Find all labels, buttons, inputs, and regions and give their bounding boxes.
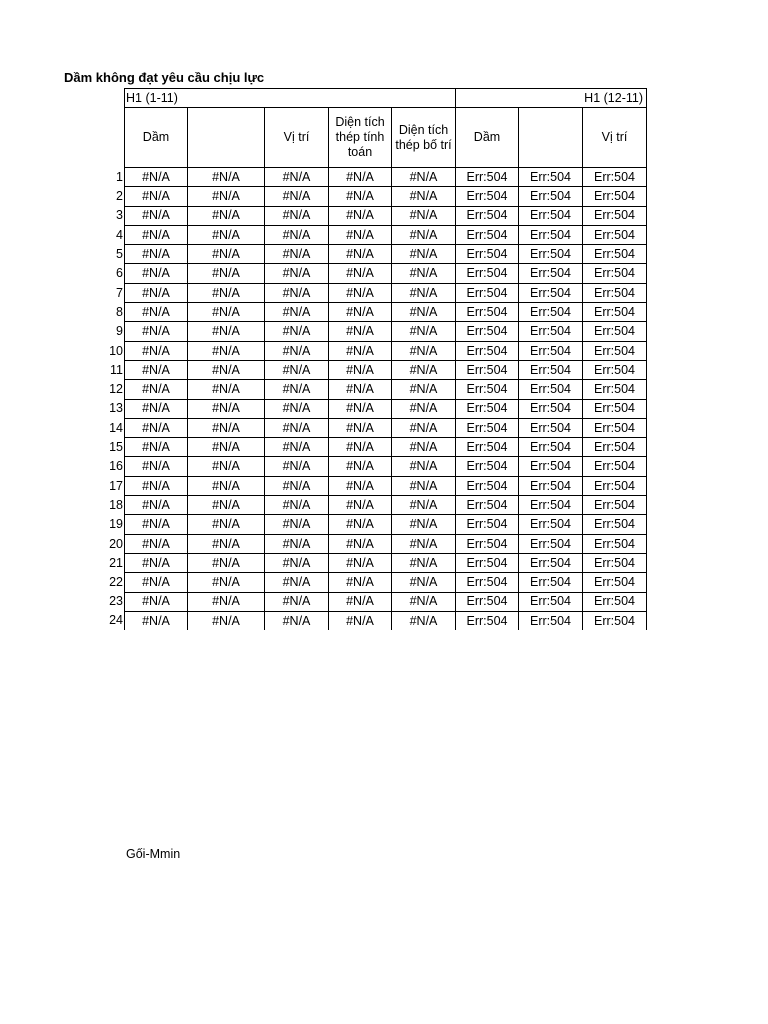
cell-right-value: Err:504: [456, 438, 519, 457]
cell-left-value: #N/A: [125, 515, 188, 534]
cell-right-value: Err:504: [583, 476, 647, 495]
group-header-row: [102, 89, 647, 108]
cell-right-value: Err:504: [456, 399, 519, 418]
cell-left-value: #N/A: [188, 245, 265, 264]
table-row: [102, 380, 647, 399]
header-dien-tich-tinh-toan: Diện tích thép tính toán: [329, 108, 392, 168]
cell-left-value: #N/A: [265, 515, 329, 534]
cell-left-value: #N/A: [125, 438, 188, 457]
cell-right-value: Err:504: [456, 187, 519, 206]
cell-left-value: #N/A: [188, 187, 265, 206]
cell-left-value: #N/A: [265, 592, 329, 611]
cell-left-value: #N/A: [329, 553, 392, 572]
corner-cell: [102, 89, 125, 108]
cell-right-value: Err:504: [519, 322, 583, 341]
table-row: [102, 341, 647, 360]
cell-right-value: Err:504: [519, 553, 583, 572]
cell-left-value: #N/A: [125, 341, 188, 360]
footer-label: Gối-Mmin: [126, 847, 181, 861]
cell-left-value: #N/A: [392, 418, 456, 437]
cell-left-value: #N/A: [329, 303, 392, 322]
cell-left-value: #N/A: [329, 496, 392, 515]
cell-left-value: #N/A: [265, 187, 329, 206]
header-blank-right: [519, 108, 583, 168]
row-number: 9: [116, 324, 123, 339]
cell-right-value: Err:504: [456, 553, 519, 572]
cell-left-value: #N/A: [392, 206, 456, 225]
row-number: 4: [116, 227, 123, 242]
cell-left-value: #N/A: [125, 457, 188, 476]
table-row: [102, 360, 647, 379]
cell-right-value: Err:504: [583, 534, 647, 553]
header-vi-tri-right: Vị trí: [583, 108, 647, 168]
cell-left-value: #N/A: [265, 380, 329, 399]
cell-left-value: #N/A: [125, 206, 188, 225]
cell-left-value: #N/A: [188, 438, 265, 457]
table-row: [102, 399, 647, 418]
table-row: [102, 283, 647, 302]
cell-right-value: Err:504: [456, 283, 519, 302]
row-number: 13: [109, 401, 123, 416]
cell-right-value: Err:504: [456, 341, 519, 360]
cell-left-value: #N/A: [392, 515, 456, 534]
cell-left-value: #N/A: [125, 322, 188, 341]
cell-left-value: #N/A: [265, 283, 329, 302]
cell-right-value: Err:504: [519, 168, 583, 187]
table-row: [102, 611, 647, 630]
row-number: 17: [109, 478, 123, 493]
table-row: [102, 245, 647, 264]
row-number: 11: [110, 362, 123, 377]
cell-left-value: #N/A: [188, 360, 265, 379]
table-row: [102, 225, 647, 244]
cell-right-value: Err:504: [583, 553, 647, 572]
cell-right-value: Err:504: [456, 380, 519, 399]
table-row: [102, 573, 647, 592]
table-row: [102, 592, 647, 611]
header-dam-left: Dầm: [125, 108, 188, 168]
cell-left-value: #N/A: [392, 438, 456, 457]
cell-right-value: Err:504: [519, 380, 583, 399]
header-dam-right: Dầm: [456, 108, 519, 168]
cell-left-value: #N/A: [125, 245, 188, 264]
cell-left-value: #N/A: [329, 534, 392, 553]
cell-left-value: #N/A: [265, 168, 329, 187]
cell-right-value: Err:504: [456, 168, 519, 187]
cell-left-value: #N/A: [125, 418, 188, 437]
cell-left-value: #N/A: [188, 553, 265, 572]
cell-left-value: #N/A: [265, 264, 329, 283]
cell-right-value: Err:504: [519, 457, 583, 476]
cell-right-value: Err:504: [519, 496, 583, 515]
cell-left-value: #N/A: [329, 418, 392, 437]
cell-left-value: #N/A: [392, 225, 456, 244]
cell-left-value: #N/A: [392, 360, 456, 379]
cell-right-value: Err:504: [583, 303, 647, 322]
cell-left-value: #N/A: [188, 496, 265, 515]
cell-left-value: #N/A: [265, 206, 329, 225]
cell-left-value: #N/A: [125, 553, 188, 572]
cell-left-value: #N/A: [265, 225, 329, 244]
table-row: [102, 496, 647, 515]
cell-left-value: #N/A: [188, 418, 265, 437]
row-number: 23: [109, 594, 123, 609]
cell-left-value: #N/A: [125, 380, 188, 399]
cell-right-value: Err:504: [583, 592, 647, 611]
cell-right-value: Err:504: [519, 476, 583, 495]
cell-left-value: #N/A: [265, 438, 329, 457]
cell-right-value: Err:504: [456, 245, 519, 264]
cell-right-value: Err:504: [583, 399, 647, 418]
header-blank-left: [188, 108, 265, 168]
cell-left-value: #N/A: [188, 341, 265, 360]
cell-right-value: Err:504: [583, 380, 647, 399]
cell-left-value: #N/A: [188, 573, 265, 592]
corner-cell: [102, 108, 125, 168]
row-number: 14: [109, 420, 123, 435]
cell-left-value: #N/A: [125, 399, 188, 418]
cell-right-value: Err:504: [519, 341, 583, 360]
cell-right-value: Err:504: [519, 303, 583, 322]
cell-left-value: #N/A: [125, 360, 188, 379]
row-number: 24: [109, 613, 123, 628]
cell-left-value: #N/A: [188, 399, 265, 418]
cell-left-value: #N/A: [125, 168, 188, 187]
cell-left-value: #N/A: [188, 476, 265, 495]
table-row: [102, 534, 647, 553]
cell-left-value: #N/A: [125, 303, 188, 322]
cell-right-value: Err:504: [456, 496, 519, 515]
cell-right-value: Err:504: [583, 245, 647, 264]
cell-right-value: Err:504: [583, 573, 647, 592]
cell-left-value: #N/A: [265, 573, 329, 592]
cell-right-value: Err:504: [519, 534, 583, 553]
cell-right-value: Err:504: [519, 360, 583, 379]
cell-right-value: Err:504: [456, 592, 519, 611]
cell-left-value: #N/A: [265, 611, 329, 630]
header-vi-tri-left: Vị trí: [265, 108, 329, 168]
cell-left-value: #N/A: [392, 380, 456, 399]
cell-left-value: #N/A: [188, 611, 265, 630]
cell-left-value: #N/A: [265, 360, 329, 379]
cell-right-value: Err:504: [456, 418, 519, 437]
cell-left-value: #N/A: [188, 225, 265, 244]
cell-right-value: Err:504: [583, 360, 647, 379]
cell-left-value: #N/A: [265, 553, 329, 572]
cell-left-value: #N/A: [188, 168, 265, 187]
cell-left-value: #N/A: [329, 438, 392, 457]
cell-left-value: #N/A: [392, 245, 456, 264]
cell-right-value: Err:504: [519, 611, 583, 630]
cell-left-value: #N/A: [188, 380, 265, 399]
cell-left-value: #N/A: [265, 322, 329, 341]
cell-left-value: #N/A: [125, 573, 188, 592]
cell-left-value: #N/A: [125, 476, 188, 495]
cell-left-value: #N/A: [265, 534, 329, 553]
cell-left-value: #N/A: [329, 476, 392, 495]
cell-right-value: Err:504: [456, 264, 519, 283]
cell-left-value: #N/A: [392, 553, 456, 572]
cell-left-value: #N/A: [329, 225, 392, 244]
cell-left-value: #N/A: [392, 283, 456, 302]
row-number: 10: [109, 343, 123, 358]
cell-left-value: #N/A: [265, 303, 329, 322]
cell-left-value: #N/A: [329, 573, 392, 592]
cell-left-value: #N/A: [265, 496, 329, 515]
cell-left-value: #N/A: [125, 592, 188, 611]
table-row: [102, 515, 647, 534]
cell-left-value: #N/A: [188, 592, 265, 611]
cell-left-value: #N/A: [329, 399, 392, 418]
row-number: 2: [116, 189, 123, 204]
cell-left-value: #N/A: [188, 206, 265, 225]
cell-left-value: #N/A: [392, 341, 456, 360]
cell-right-value: Err:504: [583, 341, 647, 360]
cell-right-value: Err:504: [519, 418, 583, 437]
cell-left-value: #N/A: [125, 187, 188, 206]
cell-left-value: #N/A: [188, 515, 265, 534]
row-number: 16: [109, 459, 123, 474]
page-title: Dầm không đạt yêu cầu chịu lực: [64, 70, 265, 85]
cell-left-value: #N/A: [392, 303, 456, 322]
cell-right-value: Err:504: [583, 438, 647, 457]
cell-right-value: Err:504: [456, 206, 519, 225]
cell-right-value: Err:504: [519, 438, 583, 457]
cell-right-value: Err:504: [583, 206, 647, 225]
cell-left-value: #N/A: [329, 515, 392, 534]
cell-left-value: #N/A: [392, 187, 456, 206]
cell-left-value: #N/A: [329, 264, 392, 283]
table-row: [102, 206, 647, 225]
group-header-left: H1 (1-11): [125, 89, 456, 108]
table-row: [102, 168, 647, 187]
cell-left-value: #N/A: [329, 611, 392, 630]
cell-right-value: Err:504: [519, 206, 583, 225]
cell-left-value: #N/A: [265, 418, 329, 437]
cell-left-value: #N/A: [329, 168, 392, 187]
cell-left-value: #N/A: [188, 322, 265, 341]
header-dien-tich-bo-tri: Diện tích thép bố trí: [392, 108, 456, 168]
cell-left-value: #N/A: [329, 380, 392, 399]
cell-left-value: #N/A: [125, 225, 188, 244]
cell-right-value: Err:504: [583, 283, 647, 302]
cell-right-value: Err:504: [583, 515, 647, 534]
cell-right-value: Err:504: [456, 534, 519, 553]
row-number: 18: [109, 497, 123, 512]
cell-left-value: #N/A: [329, 245, 392, 264]
table-row: [102, 457, 647, 476]
row-number: 6: [116, 266, 123, 281]
cell-right-value: Err:504: [456, 322, 519, 341]
cell-left-value: #N/A: [188, 264, 265, 283]
row-number: 21: [109, 555, 123, 570]
row-number: 19: [109, 517, 123, 532]
cell-left-value: #N/A: [329, 592, 392, 611]
row-number: 5: [116, 247, 123, 262]
cell-right-value: Err:504: [456, 457, 519, 476]
row-number: 15: [109, 440, 123, 455]
row-number: 7: [116, 285, 123, 300]
cell-left-value: #N/A: [392, 534, 456, 553]
cell-right-value: Err:504: [519, 245, 583, 264]
cell-left-value: #N/A: [392, 399, 456, 418]
row-number: 1: [116, 169, 123, 184]
cell-left-value: #N/A: [188, 283, 265, 302]
cell-right-value: Err:504: [583, 225, 647, 244]
cell-left-value: #N/A: [125, 283, 188, 302]
cell-right-value: Err:504: [583, 457, 647, 476]
cell-left-value: #N/A: [265, 457, 329, 476]
cell-right-value: Err:504: [583, 264, 647, 283]
cell-left-value: #N/A: [329, 341, 392, 360]
cell-left-value: #N/A: [329, 457, 392, 476]
cell-right-value: Err:504: [519, 399, 583, 418]
cell-left-value: #N/A: [188, 457, 265, 476]
cell-left-value: #N/A: [265, 341, 329, 360]
cell-right-value: Err:504: [519, 264, 583, 283]
cell-left-value: #N/A: [329, 283, 392, 302]
row-number: 3: [116, 208, 123, 223]
cell-right-value: Err:504: [583, 418, 647, 437]
cell-left-value: #N/A: [329, 187, 392, 206]
column-header-row: [102, 108, 647, 168]
table-row: [102, 303, 647, 322]
table-row: [102, 553, 647, 572]
results-table: [102, 88, 647, 630]
cell-right-value: Err:504: [456, 225, 519, 244]
row-number: 8: [116, 304, 123, 319]
cell-right-value: Err:504: [519, 187, 583, 206]
cell-right-value: Err:504: [583, 496, 647, 515]
cell-right-value: Err:504: [519, 283, 583, 302]
cell-left-value: #N/A: [329, 360, 392, 379]
cell-right-value: Err:504: [456, 476, 519, 495]
cell-left-value: #N/A: [392, 322, 456, 341]
cell-left-value: #N/A: [392, 168, 456, 187]
cell-right-value: Err:504: [583, 187, 647, 206]
cell-right-value: Err:504: [519, 515, 583, 534]
table-row: [102, 438, 647, 457]
cell-left-value: #N/A: [392, 573, 456, 592]
cell-left-value: #N/A: [125, 264, 188, 283]
table-row: [102, 418, 647, 437]
cell-left-value: #N/A: [392, 264, 456, 283]
cell-left-value: #N/A: [392, 457, 456, 476]
cell-right-value: Err:504: [456, 360, 519, 379]
cell-left-value: #N/A: [125, 534, 188, 553]
table-row: [102, 322, 647, 341]
cell-right-value: Err:504: [456, 515, 519, 534]
cell-left-value: #N/A: [265, 245, 329, 264]
cell-right-value: Err:504: [519, 573, 583, 592]
cell-right-value: Err:504: [583, 168, 647, 187]
cell-left-value: #N/A: [265, 399, 329, 418]
cell-left-value: #N/A: [392, 496, 456, 515]
cell-left-value: #N/A: [329, 206, 392, 225]
table-row: [102, 476, 647, 495]
cell-left-value: #N/A: [188, 534, 265, 553]
row-number: 20: [109, 536, 123, 551]
cell-left-value: #N/A: [392, 476, 456, 495]
row-number: 12: [109, 382, 123, 397]
cell-left-value: #N/A: [125, 496, 188, 515]
cell-right-value: Err:504: [583, 611, 647, 630]
group-header-right: H1 (12-11): [456, 89, 647, 108]
cell-right-value: Err:504: [456, 611, 519, 630]
cell-right-value: Err:504: [519, 592, 583, 611]
cell-left-value: #N/A: [392, 611, 456, 630]
cell-right-value: Err:504: [456, 573, 519, 592]
cell-left-value: #N/A: [188, 303, 265, 322]
row-number: 22: [109, 575, 123, 590]
cell-left-value: #N/A: [265, 476, 329, 495]
cell-left-value: #N/A: [125, 611, 188, 630]
cell-right-value: Err:504: [519, 225, 583, 244]
table-row: [102, 264, 647, 283]
cell-left-value: #N/A: [392, 592, 456, 611]
cell-left-value: #N/A: [329, 322, 392, 341]
cell-right-value: Err:504: [583, 322, 647, 341]
cell-right-value: Err:504: [456, 303, 519, 322]
table-row: [102, 187, 647, 206]
